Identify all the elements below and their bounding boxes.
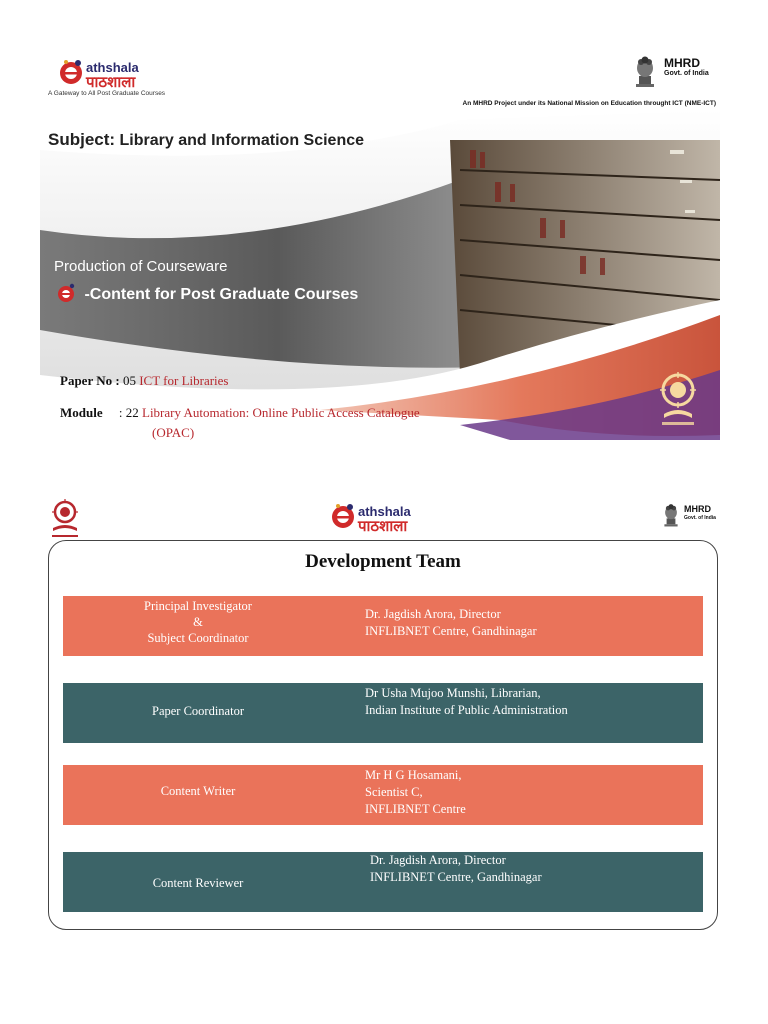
- banner-graphic: [40, 110, 720, 440]
- mhrd-title: MHRD: [664, 56, 700, 70]
- development-team-slide: [40, 488, 720, 938]
- logo-name-en: athshala: [358, 504, 411, 519]
- team-person: Mr H G Hosamani, Scientist C, INFLIBNET Centre: [365, 768, 466, 816]
- mhrd-logo: [630, 48, 710, 98]
- team-role: Paper Coordinator: [152, 704, 244, 718]
- paper-label: Paper No :: [60, 373, 120, 388]
- team-panel: [48, 540, 718, 930]
- team-person: Dr Usha Mujoo Munshi, Librarian, Indian Institute of Public Administration: [365, 686, 568, 717]
- team-row: [63, 596, 703, 656]
- e-logo-icon: [330, 502, 356, 530]
- module-label: Module: [60, 405, 103, 420]
- econtent-text: -Content for Post Graduate Courses: [84, 286, 359, 303]
- paper-info: [60, 373, 229, 389]
- logo-name-hi: पाठशाला: [358, 517, 408, 535]
- paper-title: ICT for Libraries: [139, 373, 229, 388]
- paper-number: 05: [122, 373, 136, 388]
- module-info: [60, 405, 500, 440]
- subject-label: Subject:: [48, 130, 116, 149]
- team-role: Content Reviewer: [152, 876, 244, 890]
- epathshala-logo: [330, 498, 440, 538]
- mhrd-subtitle: Govt. of India: [664, 70, 709, 77]
- team-row: [63, 765, 703, 825]
- econtent-title: [54, 283, 358, 304]
- epathshala-logo: [48, 50, 208, 100]
- ugc-logo-icon: [48, 498, 82, 540]
- logo-tagline: A Gateway to All Post Graduate Courses: [48, 90, 166, 97]
- module-title-line1: Library Automation: Online Public Access Catalogue: [142, 405, 420, 420]
- module-title-line2: (OPAC): [152, 425, 195, 440]
- team-role: Principal Investigator & Subject Coordinator: [144, 599, 252, 645]
- module-number: : 22: [118, 405, 139, 420]
- team-title: Development Team: [305, 551, 461, 572]
- national-emblem-icon: [660, 498, 682, 530]
- e-logo-icon: [54, 283, 80, 303]
- subject-value: Library and Information Science: [119, 132, 365, 149]
- e-logo-icon: [58, 58, 84, 86]
- mhrd-title: MHRD: [684, 504, 711, 514]
- production-title: Production of Courseware: [54, 258, 228, 275]
- logo-name-hi: पाठशाला: [86, 73, 136, 91]
- team-person: Dr. Jagdish Arora, Director INFLIBNET Centre, Gandhinagar: [370, 853, 542, 884]
- team-row: [63, 852, 703, 912]
- mhrd-project-line: An MHRD Project under its National Mission on Education throught ICT (NME-ICT): [462, 100, 716, 107]
- mhrd-logo: [660, 496, 718, 536]
- logo-name-en: athshala: [86, 60, 139, 75]
- team-person: Dr. Jagdish Arora, Director INFLIBNET Centre, Gandhinagar: [365, 607, 537, 638]
- team-role: Content Writer: [160, 784, 236, 798]
- team-row: [63, 683, 703, 743]
- ugc-logo-icon: [656, 370, 700, 430]
- subject-heading: [48, 130, 364, 150]
- national-emblem-icon: [630, 50, 660, 90]
- cover-slide: [40, 40, 720, 440]
- mhrd-subtitle: Govt. of India: [684, 515, 716, 521]
